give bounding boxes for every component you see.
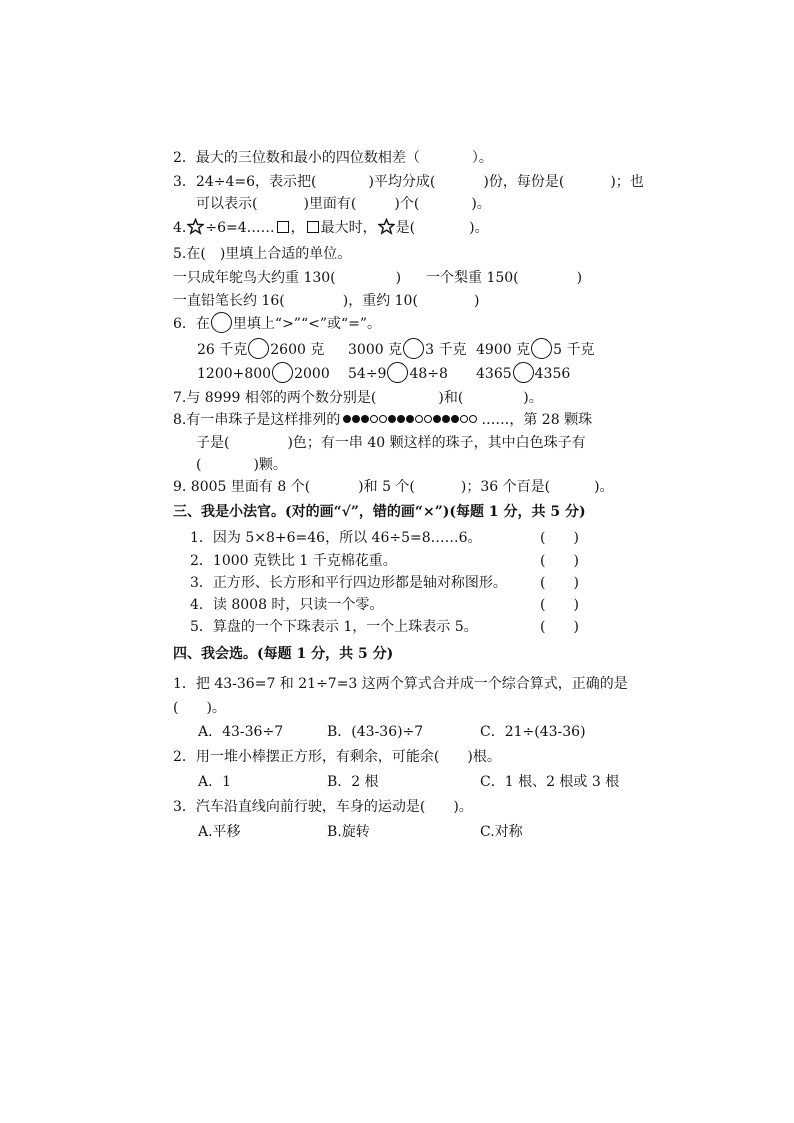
option-c[interactable]: C．21÷(43-36)	[480, 724, 586, 740]
option-a[interactable]: A．43-36÷7	[198, 724, 284, 740]
black-bead-icon	[352, 415, 360, 423]
question-4	[173, 218, 489, 238]
white-bead-icon	[415, 415, 423, 423]
white-bead-icon	[379, 415, 387, 423]
star-icon	[187, 218, 204, 235]
option-c[interactable]: C.对称	[480, 824, 523, 840]
section-4-q2: 2．用一堆小棒摆正方形，有剩余，可能余( )根。	[173, 749, 501, 765]
answer-paren[interactable]: ( )	[540, 575, 579, 591]
compare-left: 1200+800	[197, 366, 272, 382]
option-a[interactable]: A.平移	[198, 824, 241, 840]
compare-left: 54÷9	[348, 366, 387, 382]
question-9-text-c: )；36 个百是(	[460, 479, 551, 495]
question-3-line-1	[173, 172, 644, 192]
question-6-text-a: 6．在	[173, 316, 210, 332]
answer-paren[interactable]: ( )	[540, 597, 579, 613]
question-6-item	[476, 364, 570, 384]
question-9-text-b: )和 5 个(	[358, 479, 415, 495]
compare-left: 4900 克	[476, 342, 531, 358]
question-4-text-c: ，	[290, 220, 305, 236]
question-6-title	[173, 314, 381, 334]
question-6-item	[348, 340, 466, 360]
star-icon	[378, 218, 395, 235]
question-5-pencil-end: )	[473, 293, 480, 309]
question-3-text-c: )份，每份是(	[483, 174, 565, 190]
question-9-text-a: 9. 8005 里面有 8 个(	[173, 479, 311, 495]
question-9	[173, 477, 614, 497]
question-5-pencil-text: 一直铅笔长约 16(	[173, 293, 285, 309]
compare-right: 2000	[294, 366, 330, 382]
section-4-title: 四、我会选。(每题 1 分，共 5 分)	[173, 646, 394, 662]
question-5-pear-end: )	[576, 270, 583, 286]
section-4-q3: 3．汽车沿直线向前行驶，车身的运动是( )。	[173, 799, 473, 815]
white-bead-icon	[370, 415, 378, 423]
question-6-item	[197, 340, 324, 360]
section-3-item: 4．读 8008 时，只读一个零。	[190, 597, 384, 613]
question-5-title: 5.在( )里填上合适的单位。	[173, 246, 352, 262]
compare-right: 48÷8	[409, 366, 448, 382]
square-icon	[307, 221, 319, 233]
black-bead-icon	[451, 415, 459, 423]
compare-circle[interactable]	[387, 362, 408, 383]
option-b[interactable]: B．(43-36)÷7	[327, 724, 424, 740]
question-4-text-f: )。	[469, 220, 489, 236]
question-6-text-b: 里填上“>”“<”或“=”。	[232, 316, 382, 332]
black-bead-icon	[442, 415, 450, 423]
section-4-q1-line-1: 1．把 43-36=7 和 21÷7=3 这两个算式合并成一个综合算式，正确的是	[173, 676, 628, 692]
option-b[interactable]: B.旋转	[327, 824, 370, 840]
option-b[interactable]: B．2 根	[327, 774, 379, 790]
compare-right: 3 千克	[425, 342, 467, 358]
question-3-line-2	[196, 194, 491, 214]
question-5-row-1-right	[426, 268, 582, 288]
question-5-ostrich-end: )	[395, 270, 402, 286]
section-4-q1-line-2: ( )。	[173, 700, 226, 716]
question-3-text-a: 3．24÷4=6，表示把(	[173, 174, 317, 190]
answer-paren[interactable]: ( )	[540, 553, 579, 569]
black-bead-icon	[361, 415, 369, 423]
section-3-item: 1．因为 5×8+6=46，所以 46÷5=8……6。	[190, 530, 482, 546]
black-bead-icon	[433, 415, 441, 423]
answer-paren[interactable]: ( )	[540, 619, 579, 635]
question-5-row-1-left	[173, 268, 401, 288]
question-8-text-f: )颗。	[253, 457, 287, 473]
question-3-text-e: 可以表示(	[196, 196, 258, 212]
section-3-item: 3．正方形、长方形和平行四边形都是轴对称图形。	[190, 575, 507, 591]
option-c[interactable]: C．1 根、2 根或 3 根	[480, 774, 620, 790]
white-bead-icon	[469, 415, 477, 423]
compare-left: 26 千克	[197, 342, 248, 358]
question-4-number: 4.	[173, 220, 187, 236]
black-bead-icon	[343, 415, 351, 423]
black-bead-icon	[388, 415, 396, 423]
white-bead-icon	[424, 415, 432, 423]
question-5-pear-text: 一个梨重 150(	[426, 270, 519, 286]
question-5-pencil-weight: )，重约 10(	[342, 293, 418, 309]
question-2-text: 2．最大的三位数和最小的四位数相差（	[173, 150, 420, 166]
question-8-line-2	[196, 433, 586, 453]
compare-right: 4356	[534, 366, 571, 382]
question-6-item	[476, 340, 594, 360]
question-8-text-d: )色；有一串 40 颗这样的珠子，其中白色珠子有	[287, 435, 586, 451]
question-7-text-c: )。	[523, 390, 543, 406]
question-9-text-d: )。	[594, 479, 614, 495]
question-2	[173, 148, 493, 168]
compare-circle[interactable]	[513, 362, 534, 383]
question-3-text-g: )个(	[394, 196, 420, 212]
compare-left: 4365	[476, 366, 512, 382]
section-3-title: 三、我是小法官。(对的画“√”，错的画“×”)(每题 1 分，共 5 分)	[173, 504, 586, 520]
question-3-text-d: )；也	[610, 174, 644, 190]
circle-icon	[211, 312, 232, 333]
option-a[interactable]: A．1	[198, 774, 232, 790]
white-bead-icon	[460, 415, 468, 423]
question-3-text-h: )。	[471, 196, 491, 212]
answer-paren[interactable]: ( )	[540, 530, 579, 546]
question-4-text-e: 是(	[395, 220, 416, 236]
compare-circle[interactable]	[531, 338, 552, 359]
question-3-text-f: )里面有(	[303, 196, 357, 212]
square-icon	[277, 221, 289, 233]
question-7-text-a: 7.与 8999 相邻的两个数分别是(	[173, 390, 377, 406]
question-2-end: ）。	[471, 150, 493, 166]
compare-left: 3000 克	[348, 342, 403, 358]
question-8-text-a: 8.有一串珠子是这样排列的	[173, 412, 341, 428]
question-6-item	[348, 364, 448, 384]
question-8-line-1	[173, 410, 592, 430]
compare-circle[interactable]	[403, 338, 424, 359]
question-3-text-b: )平均分成(	[368, 174, 436, 190]
question-8-line-3	[196, 455, 287, 475]
question-8-text-c: 子是(	[196, 435, 230, 451]
compare-circle[interactable]	[272, 362, 293, 383]
section-3-item: 2．1000 克铁比 1 千克棉花重。	[190, 553, 397, 569]
question-5-ostrich-text: 一只成年鸵鸟大约重 130(	[173, 270, 336, 286]
compare-circle[interactable]	[248, 338, 269, 359]
black-bead-icon	[406, 415, 414, 423]
section-3-item: 5．算盘的一个下珠表示 1，一个上珠表示 5。	[190, 619, 478, 635]
question-6-item	[197, 364, 330, 384]
compare-right: 5 千克	[553, 342, 595, 358]
question-4-text-d: 最大时，	[320, 220, 377, 236]
question-8-text-b: ……，第 28 颗珠	[481, 412, 593, 428]
compare-right: 2600 克	[270, 342, 325, 358]
bead-sequence	[343, 409, 478, 429]
question-5-row-2	[173, 291, 479, 311]
question-8-text-e: (	[196, 457, 202, 473]
question-7-text-b: )和(	[438, 390, 464, 406]
question-4-text-b: ÷6=4……	[205, 220, 275, 236]
question-7	[173, 388, 543, 408]
black-bead-icon	[397, 415, 405, 423]
